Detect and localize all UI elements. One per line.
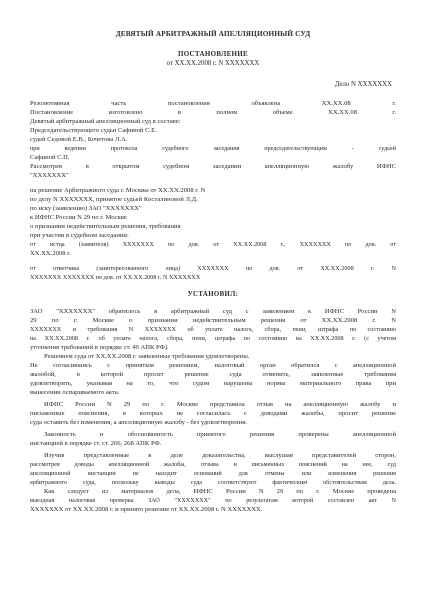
intro-line: судей Седовой Е.В., Кочетова Л.А. xyxy=(30,136,128,143)
paragraph xyxy=(30,352,396,397)
court-name: ДЕВЯТЫЙ АРБИТРАЖНЫЙ АПЕЛЛЯЦИОННЫЙ СУД xyxy=(115,30,311,38)
text-line: вынесении оспариваемого акта. xyxy=(30,389,120,396)
intro-line: ХХ.ХХ.2008 г. xyxy=(30,250,71,257)
text-line: удовлетворить, указывая на то, что судом нарушены нормы материального права при xyxy=(30,380,396,387)
intro-line: Резолютивная часть постановления объявлена ХХ.ХХ.08 г. xyxy=(30,100,396,107)
paragraph xyxy=(30,430,396,448)
text-line: Не согласившись с принятым решением, налоговый орган обратился с апелляционной xyxy=(30,362,396,369)
text-line: рассмотрев доводы апелляционной жалобы, отзыва и письменных пояснений на нее, суд xyxy=(30,461,396,468)
text-line: письменные пояснения, в которых не согласилась с доводами жалобы, просит решение xyxy=(30,410,396,417)
text-line: апелляционной инстанции не находит оснований для отмены или изменения решения xyxy=(30,470,396,477)
section-title: УСТАНОВИЛ: xyxy=(187,291,239,298)
text-line: на ХХ.ХХ.2008 г. об уплате налога, сбора, пени, штрафа по состоянию на ХХ.ХХ.2008 г. (с учетом xyxy=(30,335,396,342)
intro-line: от ответчика (заинтересованного лица) ХХХХХХХ по дов. от ХХ.ХХ.2008 г. N xyxy=(30,265,396,272)
text-line: ХХХХХХХ и требования N ХХХХХХХ об уплате налога, сбора, пени, штрафа по состоянию xyxy=(30,326,396,333)
text-line: жалобой, в которой просит решение суда отменить, заявленные требования xyxy=(30,371,396,378)
text-line: ИФНС России N 29 по г. Москве представила отзыв на апелляционную жалобу и xyxy=(44,401,396,408)
paragraph xyxy=(30,451,396,514)
intro-line: по иску (заявлению) ЗАО "ХХХХХХХ" xyxy=(30,205,142,212)
case-number: Дело N ХХХХХХХ xyxy=(334,81,392,88)
intro-line: Сафиной С.П. xyxy=(30,154,70,161)
document-number: от ХХ.ХХ.2008 г. N ХХХХХХХ xyxy=(166,60,260,67)
intro-line: "ХХХХХХХ" xyxy=(30,172,69,179)
intro-line: при участии в судебном заседании: xyxy=(30,232,129,239)
intro-line: ХХХХХХХ ХХХХХХХ по дов. от ХХ.ХХ.2008 г. N ХХХХХХХ xyxy=(30,274,201,281)
intro-line: по делу N ХХХХХХХ, принятое судьей Косталиновой Л.Д. xyxy=(30,196,198,203)
intro-block xyxy=(30,99,396,282)
intro-line: при ведении протокола судебного заседания председательствующим - судьей xyxy=(30,145,396,152)
text-line: ЗАО "ХХХХХХХ" обратилось в арбитражный суд с заявлением к ИФНС России N xyxy=(30,308,396,315)
text-line: суда оставить без изменения, а апелляционную жалобу - без удовлетворения. xyxy=(30,419,247,426)
document-title: ПОСТАНОВЛЕНИЕ xyxy=(177,50,249,58)
text-line: выездная налоговая проверка ЗАО "ХХХХХХХ" по результатам которой составлен акт N xyxy=(30,497,396,504)
text-line: Законность и обоснованность принятого решения проверены апелляционной xyxy=(44,431,396,438)
intro-line: Рассмотрев в открытом судебном заседании апелляционную жалобу ИФНС xyxy=(30,163,396,170)
intro-line: на решение Арбитражного суда г. Москвы от ХХ.ХХ.2008 г. N xyxy=(30,187,206,194)
text-line: ХХХХХХХ от ХХ.ХХ.2008 г. и принято решение от ХХ.ХХ.2008 г. N ХХХХХХХ. xyxy=(30,506,263,513)
intro-line: к ИФНС России N 29 по г. Москве xyxy=(30,214,127,221)
text-line: Изучив представленные в деле доказательства, выслушав представителей сторон, xyxy=(44,452,396,459)
text-line: арбитражного суда, поскольку выводы суда соответствуют фактическим обстоятельствам дела. xyxy=(30,479,396,486)
text-line: 29 по г. Москве о признании недействительным решения от ХХ.ХХ.2008 г. N xyxy=(30,317,396,324)
paragraph xyxy=(30,400,396,427)
text-line: Решением суда от ХХ.ХХ.2008 г. заявленные требования удовлетворены. xyxy=(44,353,250,360)
text-line: уточнения требований в порядке ст. 49 АПК РФ). xyxy=(30,344,169,351)
intro-line: Председательствующего судьи Сафиной С.Е. xyxy=(30,127,157,134)
intro-line: Постановление изготовлено в полном объеме ХХ.ХХ.08 г. xyxy=(30,109,396,116)
text-line: инстанцией в порядке ст. ст. 266, 268 АПК РФ. xyxy=(30,440,162,447)
text-line: Как следует из материалов дела, ИФНС России N 29 по г. Москве проведена xyxy=(44,488,396,495)
intro-line: Девятый арбитражный апелляционный суд в составе: xyxy=(30,118,181,125)
intro-line: от истца (заявителя) ХХХХХХХ по дов. от ХХ.ХХ.2008 г., ХХХХХХХ по дов. от xyxy=(30,241,396,248)
intro-line: о признании недействительным решения, требования xyxy=(30,223,181,230)
paragraph xyxy=(30,307,396,352)
